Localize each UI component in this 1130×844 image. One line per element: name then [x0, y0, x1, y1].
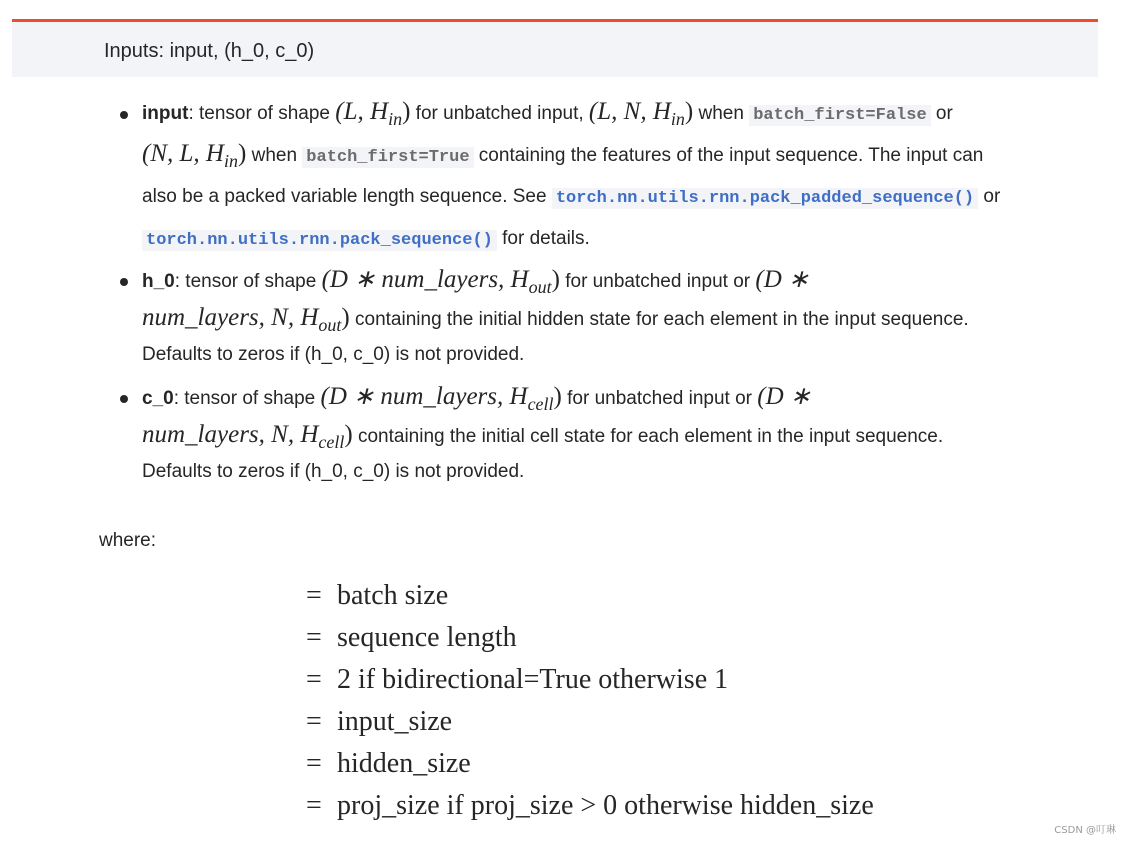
bullet-icon: [120, 395, 128, 403]
inline-code: batch_first=False: [749, 105, 930, 126]
math-text: ): [684, 98, 694, 125]
math-shape: [588, 98, 694, 129]
equals-sign: =: [306, 580, 322, 611]
math-text: (D ∗: [755, 266, 809, 293]
equals-sign: =: [306, 706, 322, 737]
def-value: sequence length: [337, 622, 517, 653]
text: containing the initial cell state for each element in the input sequence.: [352, 426, 944, 447]
math-text: ): [341, 304, 350, 331]
math-shape: [142, 421, 353, 452]
text: Defaults to zeros if (h_0, c_0) is not provided.: [142, 461, 525, 482]
math-sub: in: [670, 109, 685, 129]
bullet-icon: [120, 111, 128, 119]
equals-sign: =: [306, 622, 322, 653]
def-value: proj_size if proj_size > 0 otherwise hidden_size: [337, 790, 874, 821]
where-label: where:: [99, 530, 157, 551]
text: for unbatched input,: [410, 103, 589, 124]
def-value: 2 if bidirectional=True otherwise 1: [337, 664, 729, 695]
text: or: [978, 186, 1001, 207]
math-sub: out: [318, 315, 342, 335]
math-sub: out: [528, 277, 552, 297]
math-text: (D ∗: [757, 383, 811, 410]
math-text: ): [551, 266, 560, 293]
math-sub: cell: [527, 394, 554, 414]
math-shape: [142, 140, 247, 171]
math-text: (L, H: [335, 98, 389, 125]
math-sub: cell: [318, 432, 345, 452]
param-name: c_0: [142, 388, 174, 409]
math-text: num_layers, N, H: [142, 304, 319, 331]
math-text: (L, N, H: [588, 98, 671, 125]
math-text: num_layers, N, H: [142, 421, 319, 448]
pack-sequence-link[interactable]: torch.nn.utils.rnn.pack_sequence(): [142, 230, 497, 251]
math-shape: [320, 383, 562, 414]
equals-sign: =: [306, 664, 322, 695]
section-title: Inputs: input, (h_0, c_0): [104, 40, 315, 62]
def-value: input_size: [337, 706, 453, 737]
math-shape: [321, 266, 560, 297]
text: or: [930, 103, 953, 124]
text: containing the features of the input sequence. The input can: [473, 145, 984, 166]
math-text: (N, L, H: [142, 140, 224, 167]
watermark: CSDN @叮琳: [1054, 825, 1116, 836]
text: for unbatched input or: [561, 388, 758, 409]
text: : tensor of shape: [188, 103, 336, 124]
inline-code: batch_first=True: [302, 147, 473, 168]
text: Defaults to zeros if (h_0, c_0) is not provided.: [142, 344, 525, 365]
math-text: (D ∗ num_layers, H: [321, 266, 529, 293]
math-text: ): [344, 421, 353, 448]
text: when: [246, 145, 303, 166]
math-text: ): [237, 140, 247, 167]
param-name: input: [142, 103, 189, 124]
equals-sign: =: [306, 790, 322, 821]
math-text: ): [553, 383, 562, 410]
section-header: [12, 22, 1098, 77]
text: also be a packed variable length sequence. See: [142, 186, 552, 207]
math-sub: in: [388, 109, 403, 129]
text: containing the initial hidden state for each element in the input sequence.: [349, 309, 969, 330]
param-name: h_0: [142, 271, 175, 292]
text: : tensor of shape: [174, 271, 322, 292]
equals-sign: =: [306, 748, 322, 779]
def-value: batch size: [337, 580, 449, 611]
def-value: hidden_size: [337, 748, 471, 779]
text: when: [693, 103, 750, 124]
text: for details.: [496, 228, 590, 249]
math-shape: [335, 98, 411, 129]
math-text: (D ∗ num_layers, H: [320, 383, 528, 410]
math-sub: in: [223, 151, 238, 171]
math-text: ): [402, 98, 411, 125]
bullet-icon: [120, 278, 128, 286]
text: : tensor of shape: [173, 388, 321, 409]
text: for unbatched input or: [559, 271, 756, 292]
math-shape: [142, 304, 350, 335]
pack-padded-sequence-link[interactable]: torch.nn.utils.rnn.pack_padded_sequence(): [552, 188, 978, 209]
